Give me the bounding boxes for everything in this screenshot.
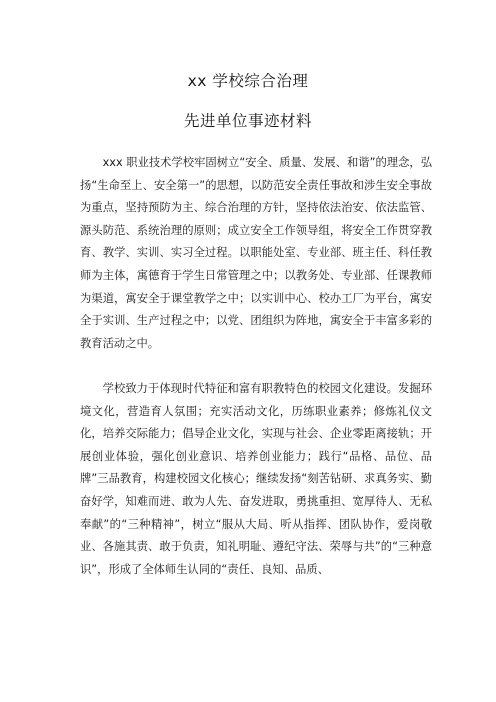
paragraph-safety: xxx 职业技术学校牢固树立“安全、质量、发展、和谐”的理念，弘扬“生命至上、安全第一”的思想，以防范安全责任事故和涉生安全事故为重点，坚持预防为主、综合治理的方针，坚持依法治安、依法监管、源头防范、系统治理的原则；成立安全工作领导组，将安全工作贯穿教育、教学、实训、实习全过程。以职能处室、专业部、班主任、科任教师为主体，寓德育于学生日常管理之中；以教务处、专业部、任课教师为渠道，寓安全于课堂教学之中；以实训中心、校办工厂为平台，寓安全于实训、生产过程之中；以党、团组织为阵地，寓安全于丰富多彩的教育活动之中。 <box>80 156 432 350</box>
document-subtitle: 先进单位事迹材料 <box>183 112 312 130</box>
document-title: xx 学校综合治理 <box>187 72 309 90</box>
paragraph-campus-culture: 学校致力于体现时代特征和富有职教特色的校园文化建设。发掘环境文化，营造育人氛围；充实活动文化，历练职业素养；修炼礼仪文化，培养交际能力；倡导企业文化，实现与社会、企业零距离接轨；开展创业体验，强化创业意识、培养创业能力；践行“品格、品位、品牌”三品教育，构建校园文化核心；继续发扬“刻苦钻研、求真务实、勤奋好学，知难而进、敢为人先、奋发进取，勇挑重担、宽厚待人、无私奉献”的“三种精神”，树立“服从大局、听从指挥、团队协作，爱岗敬业、各施其责、敢于负责，知礼明耻、遵纪守法、荣辱与共”的“三种意识”，形成了全体师生认同的“责任、良知、品质、 <box>80 382 432 576</box>
